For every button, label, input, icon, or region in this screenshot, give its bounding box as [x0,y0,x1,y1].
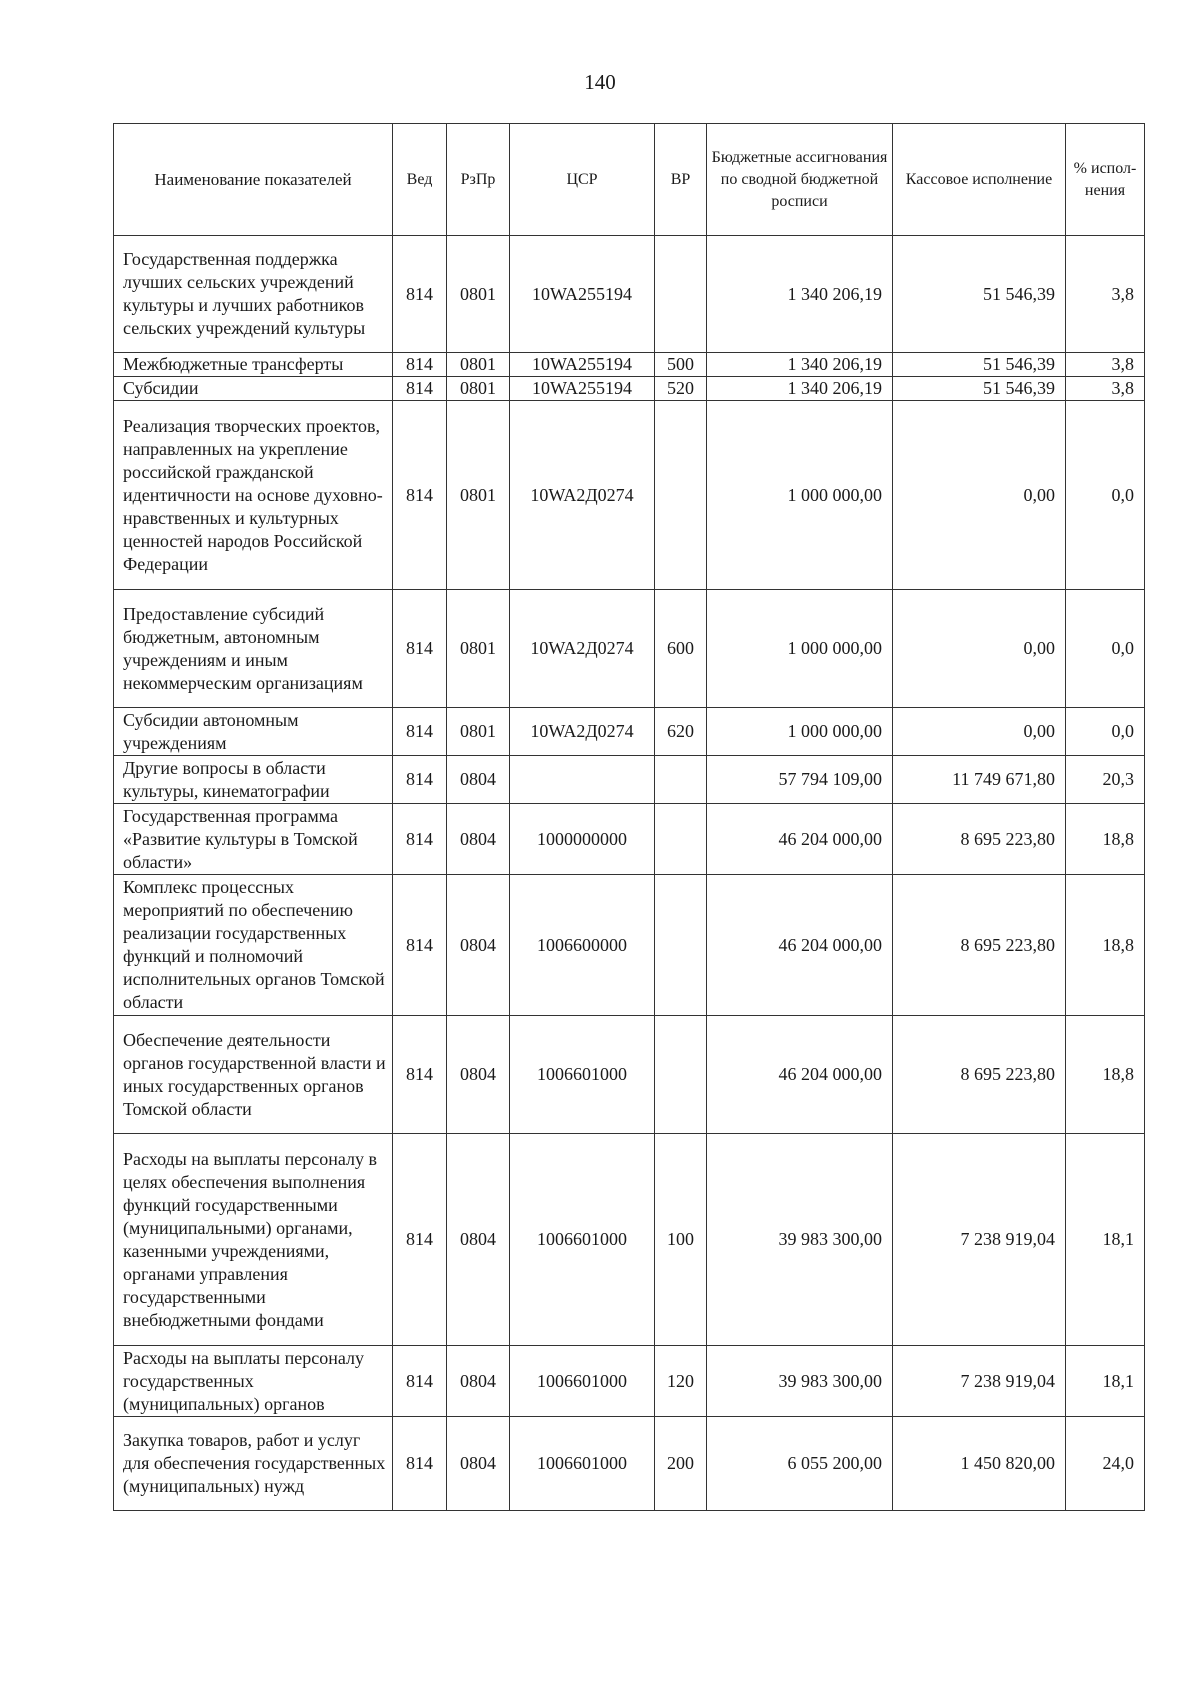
row-budget: 46 204 000,00 [707,875,893,1016]
row-csr: 10WA255194 [510,236,655,353]
row-budget: 57 794 109,00 [707,756,893,804]
row-rzpr: 0801 [447,353,510,377]
row-rzpr: 0804 [447,1417,510,1511]
row-vr: 500 [655,353,707,377]
row-csr: 1000000000 [510,804,655,875]
header-ved: Вед [393,124,447,236]
row-cash: 0,00 [893,590,1066,708]
row-vr [655,401,707,590]
row-cash: 51 546,39 [893,377,1066,401]
table-header-row [114,124,1145,236]
row-budget: 6 055 200,00 [707,1417,893,1511]
row-percent: 24,0 [1066,1417,1145,1511]
row-vr [655,1016,707,1134]
row-cash: 1 450 820,00 [893,1417,1066,1511]
row-budget: 1 340 206,19 [707,377,893,401]
row-csr: 10WA255194 [510,377,655,401]
row-vr: 520 [655,377,707,401]
row-cash: 11 749 671,80 [893,756,1066,804]
table-row [114,708,1145,756]
row-ved: 814 [393,353,447,377]
table-row [114,1346,1145,1417]
row-vr: 120 [655,1346,707,1417]
row-cash: 51 546,39 [893,353,1066,377]
row-ved: 814 [393,1134,447,1346]
table-row [114,401,1145,590]
row-name: Комплекс процессных мероприятий по обеспечению реализации государственных функций и полномочий исполнительных органов Томской области [114,875,393,1016]
row-rzpr: 0801 [447,708,510,756]
row-percent: 0,0 [1066,401,1145,590]
row-vr [655,756,707,804]
row-name: Государственная поддержка лучших сельских учреждений культуры и лучших работников сельских учреждений культуры [114,236,393,353]
row-ved: 814 [393,756,447,804]
row-vr [655,875,707,1016]
row-name: Субсидии автономным учреждениям [114,708,393,756]
row-name: Обеспечение деятельности органов государственной власти и иных государственных органов Томской области [114,1016,393,1134]
row-ved: 814 [393,236,447,353]
row-cash: 7 238 919,04 [893,1346,1066,1417]
row-ved: 814 [393,1417,447,1511]
row-rzpr: 0804 [447,1016,510,1134]
row-percent: 20,3 [1066,756,1145,804]
row-ved: 814 [393,1016,447,1134]
row-vr: 100 [655,1134,707,1346]
row-rzpr: 0801 [447,377,510,401]
row-name: Другие вопросы в области культуры, кинематографии [114,756,393,804]
row-percent: 18,1 [1066,1346,1145,1417]
header-rzpr: РзПр [447,124,510,236]
row-percent: 0,0 [1066,708,1145,756]
row-name: Межбюджетные трансферты [114,353,393,377]
row-budget: 1 000 000,00 [707,401,893,590]
row-ved: 814 [393,708,447,756]
row-name: Расходы на выплаты персоналу государственных (муниципальных) органов [114,1346,393,1417]
row-cash: 7 238 919,04 [893,1134,1066,1346]
row-cash: 0,00 [893,401,1066,590]
table-row [114,1134,1145,1346]
row-rzpr: 0801 [447,401,510,590]
table-row [114,875,1145,1016]
page-number: 140 [584,70,616,94]
header-vr: ВР [655,124,707,236]
row-csr: 1006601000 [510,1346,655,1417]
row-budget: 46 204 000,00 [707,1016,893,1134]
row-csr: 1006601000 [510,1016,655,1134]
row-budget: 1 340 206,19 [707,353,893,377]
row-rzpr: 0801 [447,590,510,708]
row-percent: 18,8 [1066,1016,1145,1134]
table-row [114,756,1145,804]
row-percent: 3,8 [1066,353,1145,377]
row-csr [510,756,655,804]
table-row [114,804,1145,875]
row-vr: 600 [655,590,707,708]
row-ved: 814 [393,401,447,590]
row-name: Субсидии [114,377,393,401]
row-ved: 814 [393,875,447,1016]
row-ved: 814 [393,1346,447,1417]
row-vr [655,804,707,875]
row-ved: 814 [393,590,447,708]
row-percent: 18,1 [1066,1134,1145,1346]
table-row [114,377,1145,401]
header-cash: Кассовое исполнение [893,124,1066,236]
row-cash: 8 695 223,80 [893,1016,1066,1134]
header-budget: Бюджетные ассигнования по сводной бюджетной росписи [707,124,893,236]
row-rzpr: 0804 [447,1346,510,1417]
row-rzpr: 0804 [447,875,510,1016]
row-rzpr: 0804 [447,1134,510,1346]
row-budget: 39 983 300,00 [707,1346,893,1417]
row-cash: 51 546,39 [893,236,1066,353]
row-csr: 10WA255194 [510,353,655,377]
row-percent: 18,8 [1066,875,1145,1016]
budget-table [113,123,1145,1511]
table-body [114,236,1145,1511]
row-csr: 1006601000 [510,1417,655,1511]
header-csr: ЦСР [510,124,655,236]
row-vr: 200 [655,1417,707,1511]
row-cash: 8 695 223,80 [893,875,1066,1016]
row-rzpr: 0804 [447,756,510,804]
row-budget: 1 340 206,19 [707,236,893,353]
row-percent: 18,8 [1066,804,1145,875]
row-name: Предоставление субсидий бюджетным, автономным учреждениям и иным некоммерческим организациям [114,590,393,708]
row-percent: 0,0 [1066,590,1145,708]
row-csr: 1006600000 [510,875,655,1016]
row-ved: 814 [393,377,447,401]
row-csr: 10WA2Д0274 [510,401,655,590]
row-percent: 3,8 [1066,377,1145,401]
row-csr: 1006601000 [510,1134,655,1346]
row-budget: 46 204 000,00 [707,804,893,875]
row-ved: 814 [393,804,447,875]
row-budget: 1 000 000,00 [707,708,893,756]
row-vr [655,236,707,353]
row-rzpr: 0804 [447,804,510,875]
table-row [114,1417,1145,1511]
row-cash: 0,00 [893,708,1066,756]
row-name: Реализация творческих проектов, направленных на укрепление российской гражданской идентичности на основе духовно-нравственных и культурных ценностей народов Российской Федерации [114,401,393,590]
table-row [114,590,1145,708]
table-row [114,1016,1145,1134]
row-vr: 620 [655,708,707,756]
row-budget: 1 000 000,00 [707,590,893,708]
header-name: Наименование показателей [114,124,393,236]
row-name: Закупка товаров, работ и услуг для обеспечения государственных (муниципальных) нужд [114,1417,393,1511]
row-name: Государственная программа «Развитие культуры в Томской области» [114,804,393,875]
row-rzpr: 0801 [447,236,510,353]
row-csr: 10WA2Д0274 [510,590,655,708]
table-row [114,353,1145,377]
row-cash: 8 695 223,80 [893,804,1066,875]
row-name: Расходы на выплаты персоналу в целях обеспечения выполнения функций государственными (муниципальными) органами, казенными учреждениями, органами управления государственными внебюджетными фондами [114,1134,393,1346]
row-budget: 39 983 300,00 [707,1134,893,1346]
row-csr: 10WA2Д0274 [510,708,655,756]
header-percent: % испол-нения [1066,124,1145,236]
row-percent: 3,8 [1066,236,1145,353]
table-row [114,236,1145,353]
